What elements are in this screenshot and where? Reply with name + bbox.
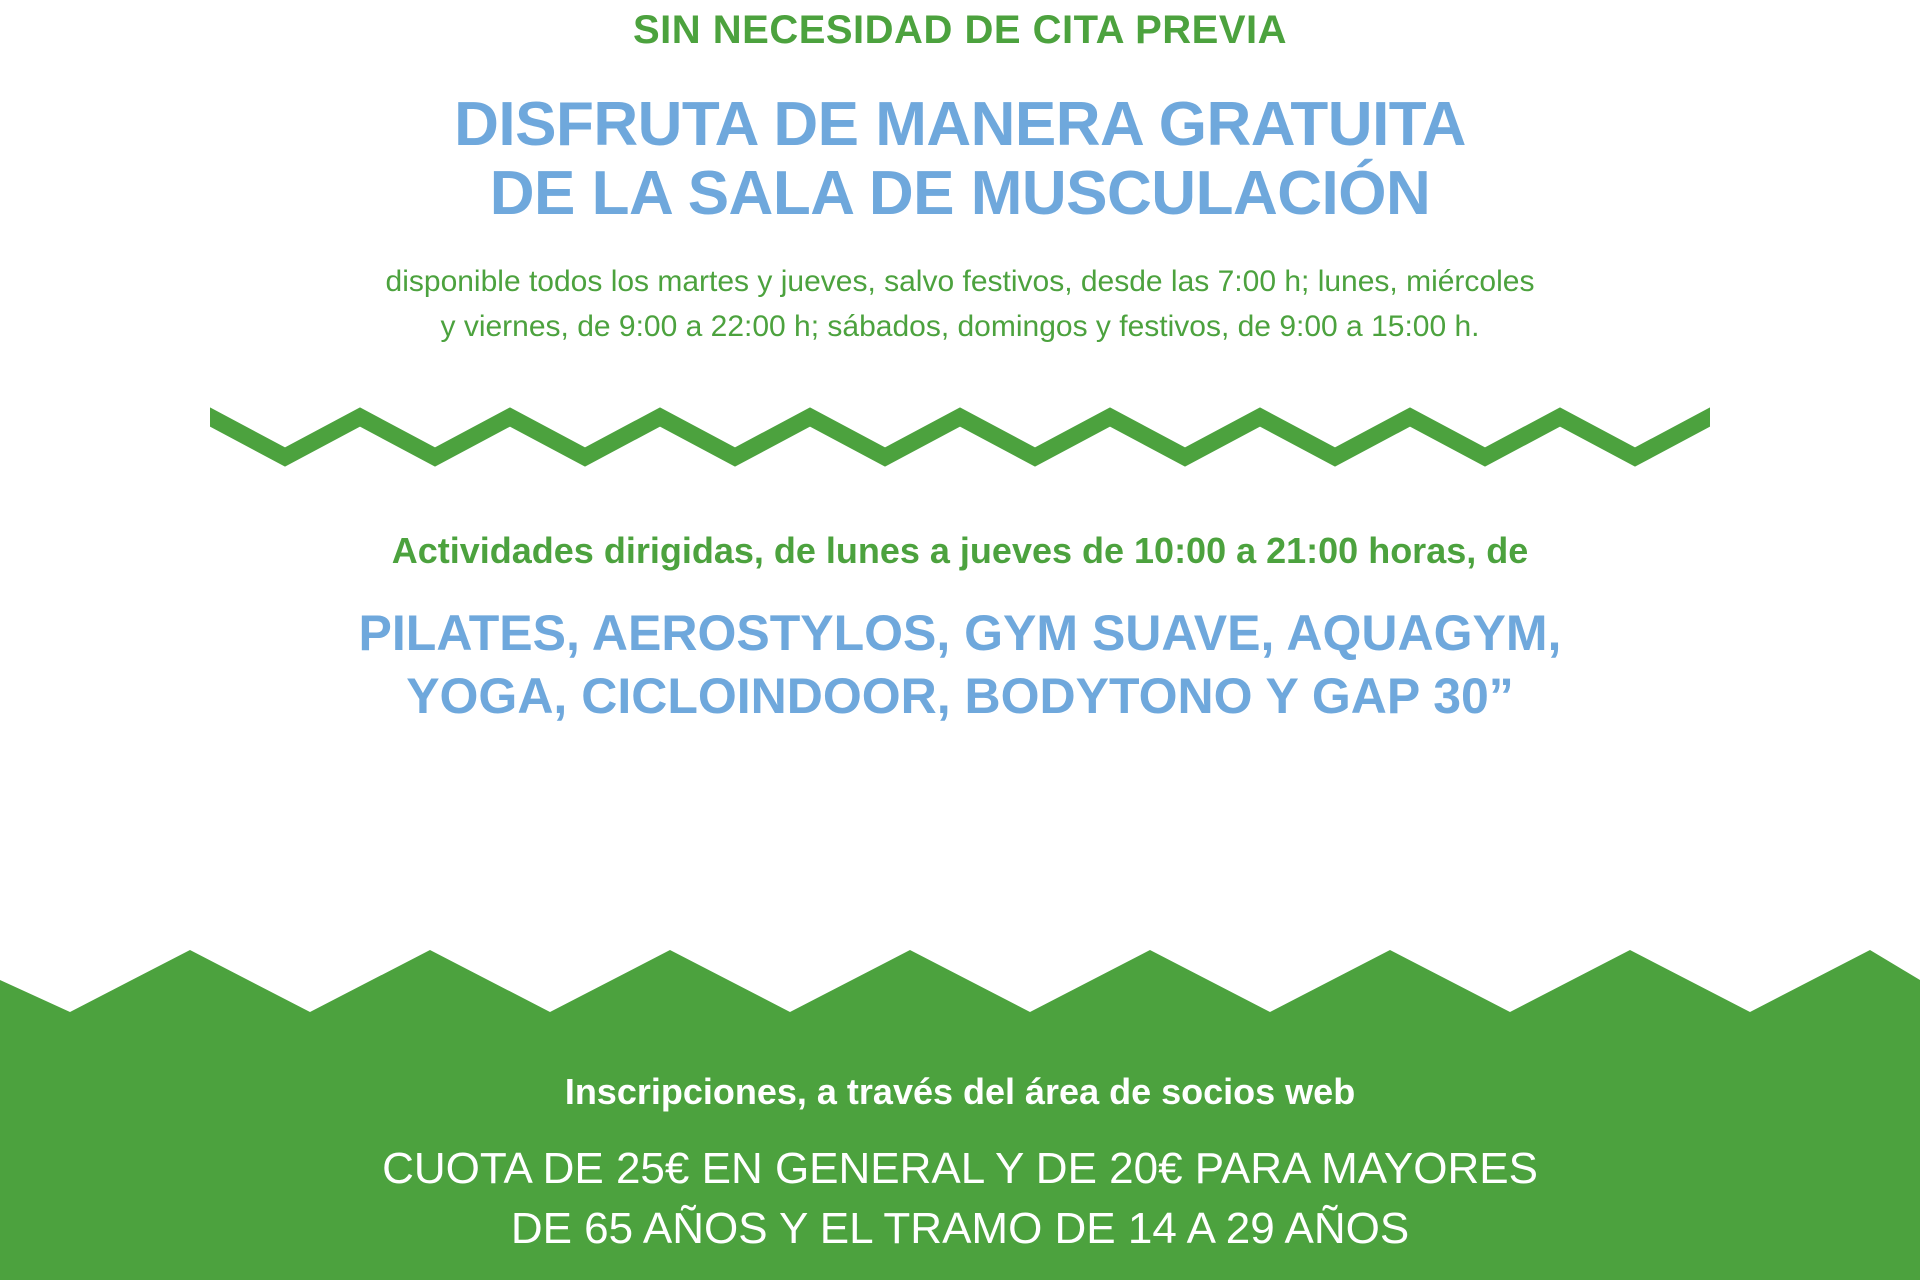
inscriptions-text: Inscripciones, a través del área de socios web [564, 1071, 1356, 1112]
green-footer-band [0, 950, 1920, 1280]
activities-list-line-2: YOGA, CICLOINDOOR, BODYTONO Y GAP 30” [406, 667, 1514, 724]
headline-line-2: DE LA SALA DE MUSCULACIÓN [489, 159, 1431, 229]
eyebrow-text: SIN NECESIDAD DE CITA PREVIA [632, 8, 1288, 52]
page-title [180, 90, 1740, 229]
schedule-line-1: disponible todos los martes y jueves, salvo festivos, desde las 7:00 h; lunes, miércoles [385, 264, 1535, 298]
fee-line-2: DE 65 AÑOS Y EL TRAMO DE 14 A 29 AÑOS [510, 1203, 1410, 1253]
zigzag-edge-icon [0, 950, 1920, 1042]
schedule-line-2: y viernes, de 9:00 a 22:00 h; sábados, domingos y festivos, de 9:00 a 15:00 h. [440, 309, 1480, 343]
footer-content [0, 1070, 1920, 1258]
fee-line-1: CUOTA DE 25€ EN GENERAL Y DE 20€ PARA MAYORES [382, 1144, 1538, 1194]
activities-list-line-1: PILATES, AEROSTYLOS, GYM SUAVE, AQUAGYM, [358, 605, 1562, 662]
headline-line-1: DISFRUTA DE MANERA GRATUITA [454, 90, 1466, 159]
schedule-text [200, 259, 1720, 349]
fee-text [110, 1139, 1810, 1258]
zigzag-divider-icon [210, 407, 1710, 467]
activities-list [160, 602, 1760, 727]
activities-block [0, 529, 1920, 727]
activities-heading: Actividades dirigidas, de lunes a jueves de 10:00 a 21:00 horas, de [391, 529, 1529, 571]
